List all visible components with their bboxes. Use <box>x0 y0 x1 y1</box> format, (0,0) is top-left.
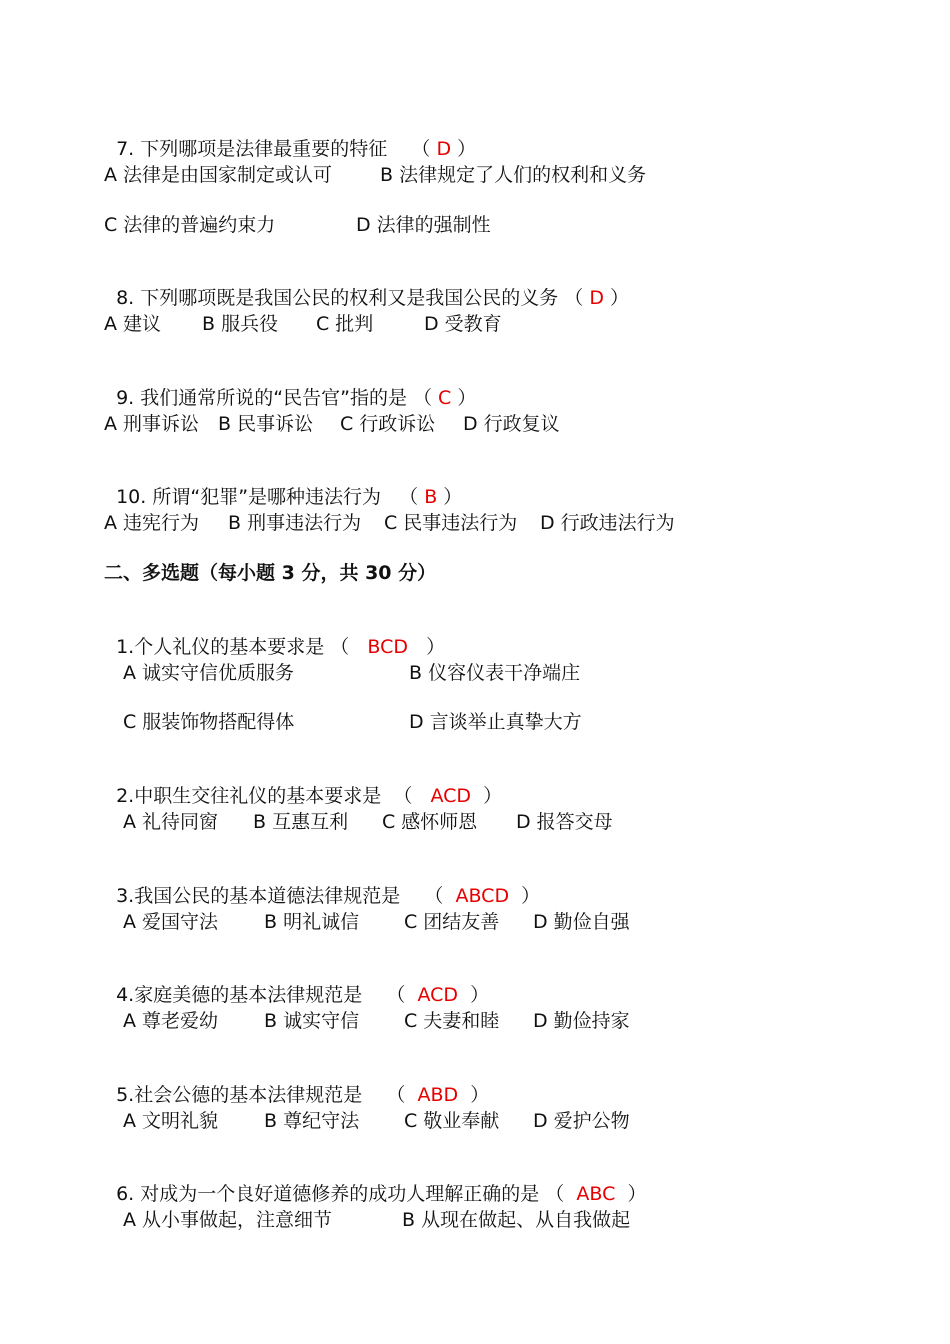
mc-question-5: 5.社会公德的基本法律规范是 （ ABD ） <box>116 1084 490 1106</box>
option: C 行政诉讼 <box>340 413 436 435</box>
question-text: 8. 下列哪项既是我国公民的权利又是我国公民的义务 <box>116 287 559 309</box>
option: A 尊老爱幼 <box>123 1010 219 1032</box>
option: A 建议 <box>104 313 162 335</box>
answer: ABD <box>417 1084 459 1106</box>
question-8: 8. 下列哪项既是我国公民的权利又是我国公民的义务 （ D ） <box>116 287 630 309</box>
answer: ABCD <box>455 885 510 907</box>
answer: ACD <box>417 984 459 1006</box>
answer: D <box>436 138 452 160</box>
question-text: 7. 下列哪项是法律最重要的特征 <box>116 138 388 160</box>
option: C 法律的普遍约束力 <box>104 214 276 236</box>
option: D 勤俭自强 <box>533 911 630 933</box>
option: D 行政复议 <box>463 413 560 435</box>
question-text: 10. 所谓“犯罪”是哪种违法行为 <box>116 486 382 508</box>
question-text: 5.社会公德的基本法律规范是 <box>116 1084 363 1106</box>
option: C 感怀师恩 <box>382 811 478 833</box>
option: D 行政违法行为 <box>540 512 675 534</box>
mc-question-4: 4.家庭美德的基本法律规范是 （ ACD ） <box>116 984 490 1006</box>
question-text: 6. 对成为一个良好道德修养的成功人理解正确的是 <box>116 1183 540 1205</box>
answer: ABC <box>576 1183 616 1205</box>
option: A 从小事做起，注意细节 <box>123 1209 333 1231</box>
question-text: 1.个人礼仪的基本要求是 <box>116 636 325 658</box>
question-text: 4.家庭美德的基本法律规范是 <box>116 984 363 1006</box>
answer: D <box>589 287 604 309</box>
option: A 礼待同窗 <box>123 811 219 833</box>
option: B 互惠互利 <box>253 811 349 833</box>
question-text: 2.中职生交往礼仪的基本要求是 <box>116 785 382 807</box>
option: C 批判 <box>316 313 374 335</box>
question-text: 9. 我们通常所说的“民告官”指的是 <box>116 387 407 409</box>
section-heading: 二、多选题（每小题 3 分，共 30 分） <box>104 562 437 584</box>
mc-question-6: 6. 对成为一个良好道德修养的成功人理解正确的是 （ ABC ） <box>116 1183 647 1205</box>
answer: ACD <box>430 785 471 807</box>
option: C 敬业奉献 <box>404 1110 500 1132</box>
option: D 爱护公物 <box>533 1110 630 1132</box>
option: C 团结友善 <box>404 911 500 933</box>
option: B 诚实守信 <box>264 1010 360 1032</box>
option: D 受教育 <box>424 313 502 335</box>
option: B 刑事违法行为 <box>228 512 362 534</box>
option: C 夫妻和睦 <box>404 1010 500 1032</box>
option: B 法律规定了人们的权利和义务 <box>380 164 647 186</box>
option: D 报答交母 <box>516 811 613 833</box>
option: A 爱国守法 <box>123 911 219 933</box>
question-9: 9. 我们通常所说的“民告官”指的是 （ C ） <box>116 387 477 409</box>
question-7: 7. 下列哪项是法律最重要的特征 （ D ） <box>116 138 477 160</box>
option: D 勤俭持家 <box>533 1010 630 1032</box>
question-text: 3.我国公民的基本道德法律规范是 <box>116 885 401 907</box>
answer: C <box>438 387 452 409</box>
option: C 民事违法行为 <box>384 512 518 534</box>
option: B 明礼诚信 <box>264 911 360 933</box>
mc-question-3: 3.我国公民的基本道德法律规范是 （ ABCD ） <box>116 885 541 907</box>
option: B 服兵役 <box>202 313 279 335</box>
option: C 服装饰物搭配得体 <box>123 711 295 733</box>
mc-question-2: 2.中职生交往礼仪的基本要求是 （ ACD ） <box>116 785 503 807</box>
option: A 诚实守信优质服务 <box>123 662 295 684</box>
answer: B <box>424 486 438 508</box>
option: A 法律是由国家制定或认可 <box>104 164 333 186</box>
option: B 尊纪守法 <box>264 1110 360 1132</box>
option: B 从现在做起、从自我做起 <box>402 1209 631 1231</box>
option: B 仪容仪表干净端庄 <box>409 662 581 684</box>
mc-question-1: 1.个人礼仪的基本要求是 （ BCD ） <box>116 636 446 658</box>
option: D 言谈举止真挚大方 <box>409 711 582 733</box>
answer: BCD <box>367 636 409 658</box>
option: A 刑事诉讼 <box>104 413 200 435</box>
option: A 文明礼貌 <box>123 1110 219 1132</box>
question-10: 10. 所谓“犯罪”是哪种违法行为 （ B ） <box>116 486 463 508</box>
option: D 法律的强制性 <box>356 214 491 236</box>
option: A 违宪行为 <box>104 512 200 534</box>
option: B 民事诉讼 <box>218 413 314 435</box>
